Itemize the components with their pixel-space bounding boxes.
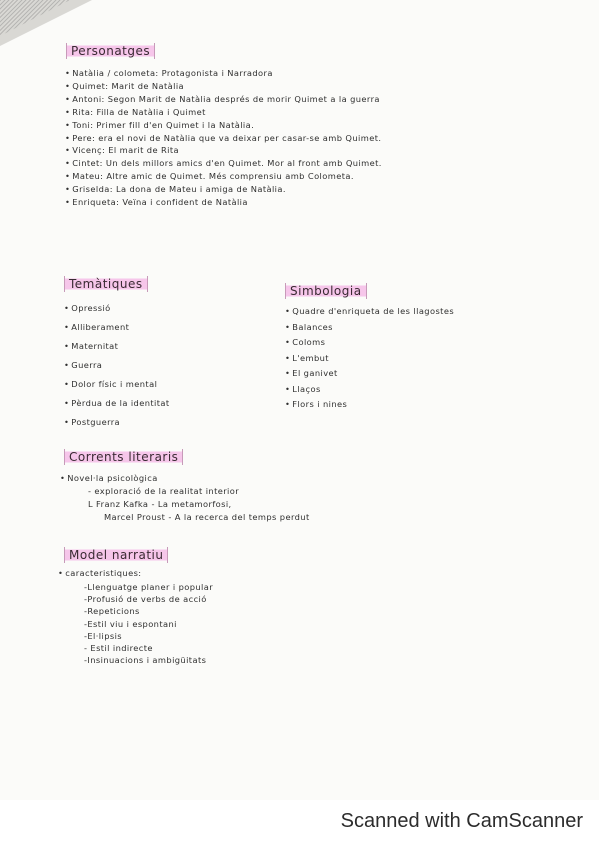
corrents-main: • Novel·la psicològica (60, 472, 310, 485)
model-list (58, 567, 142, 580)
personatge-item-2: • Quimet: Marit de Natàlia (65, 80, 382, 93)
simbol-item-6: • Llaços (285, 382, 454, 398)
personatges-section (66, 40, 155, 59)
model-item-7: -Insinuacions i ambigüitats (84, 655, 207, 666)
tematica-item-2: • Alliberament (64, 318, 170, 337)
tematiques-heading: Temàtiques (64, 276, 148, 292)
corrents-heading: Corrents literaris (64, 449, 183, 465)
simbologia-list (285, 304, 454, 413)
personatge-item-4: • Rita: Filla de Natàlia i Quimet (65, 106, 382, 119)
personatge-item-5: • Toni: Primer fill d'en Quimet i la Natàlia. (65, 119, 382, 132)
corrents-list (60, 472, 310, 524)
simbologia-heading: Simbologia (285, 283, 367, 299)
simbol-item-7: • Flors i nines (285, 397, 454, 413)
tematiques-list (64, 299, 170, 432)
personatge-item-3: • Antoni: Segon Marit de Natàlia després de morir Quimet a la guerra (65, 93, 382, 106)
model-heading: Model narratiu (64, 547, 168, 563)
tematica-item-5: • Dolor físic i mental (64, 375, 170, 394)
tematica-item-4: • Guerra (64, 356, 170, 375)
model-item-2: -Profusió de verbs de acció (84, 594, 207, 605)
personatge-item-6: • Pere: era el novi de Natàlia que va deixar per casar-se amb Quimet. (65, 132, 382, 145)
model-item-6: - Estil indirecte (84, 643, 153, 654)
simbol-item-4: • L'embut (285, 351, 454, 367)
simbologia-section (285, 280, 367, 299)
model-main: • caracteristiques: (58, 567, 142, 580)
simbol-item-2: • Balances (285, 320, 454, 336)
corrents-section (64, 446, 183, 465)
tematica-item-1: • Opressió (64, 299, 170, 318)
personatge-item-8: • Cintet: Un dels millors amics d'en Quimet. Mor al front amb Quimet. (65, 157, 382, 170)
simbol-item-1: • Quadre d'enriqueta de les llagostes (285, 304, 454, 320)
tematica-item-7: • Postguerra (64, 413, 170, 432)
corrents-sub-3: Marcel Proust - A la recerca del temps perdut (104, 511, 310, 522)
model-item-5: -El·lipsis (84, 630, 123, 641)
personatge-item-1: • Natàlia / colometa: Protagonista i Narradora (65, 67, 382, 80)
personatge-item-9: • Mateu: Altre amic de Quimet. Més comprensiu amb Colometa. (65, 170, 382, 183)
tematiques-section (64, 273, 148, 292)
personatge-item-11: • Enriqueta: Veïna i confident de Natàlia (65, 196, 382, 209)
personatges-list (65, 67, 382, 209)
personatge-item-10: • Griselda: La dona de Mateu i amiga de Natàlia. (65, 183, 382, 196)
corrents-sub-2: L Franz Kafka - La metamorfosi, (88, 498, 232, 509)
model-characteristics-list (84, 581, 213, 666)
simbol-item-5: • El ganivet (285, 366, 454, 382)
tematica-item-6: • Pèrdua de la identitat (64, 394, 170, 413)
model-item-4: -Estil viu i espontani (84, 618, 177, 629)
model-section (64, 544, 168, 563)
personatge-item-7: • Vicenç: El marit de Rita (65, 144, 382, 157)
personatges-heading: Personatges (66, 43, 155, 59)
tematica-item-3: • Maternitat (64, 337, 170, 356)
model-item-3: -Repeticions (84, 606, 140, 617)
model-item-1: -Llenguatge planer i popular (84, 582, 214, 592)
camscanner-footer: Scanned with CamScanner (340, 810, 583, 832)
simbol-item-3: • Coloms (285, 335, 454, 351)
corrents-sub-1: - exploració de la realitat interior (88, 485, 240, 496)
